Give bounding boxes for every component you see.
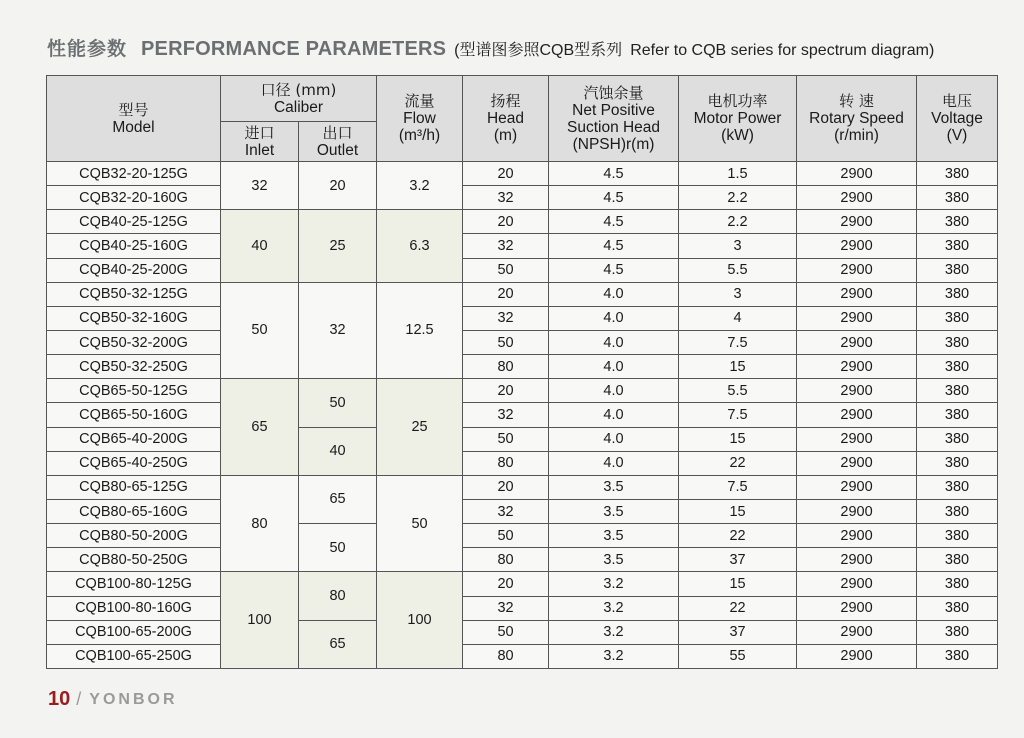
header-power-cn: 电机功率 bbox=[707, 92, 768, 110]
page-number: 10 bbox=[48, 688, 71, 710]
cell-head: 80 bbox=[463, 451, 549, 475]
cell-power: 22 bbox=[679, 524, 797, 548]
table-row bbox=[47, 403, 998, 427]
cell-outlet: 40 bbox=[299, 427, 377, 475]
cell-model: CQB80-65-125G bbox=[47, 475, 221, 499]
header-speed-cn: 转 速 bbox=[839, 92, 874, 110]
cell-model: CQB50-32-250G bbox=[47, 355, 221, 379]
header-caliber bbox=[221, 76, 377, 122]
cell-outlet: 80 bbox=[299, 572, 377, 620]
cell-model: CQB40-25-160G bbox=[47, 234, 221, 258]
cell-voltage: 380 bbox=[917, 210, 998, 234]
cell-npsh: 4.0 bbox=[549, 379, 679, 403]
cell-npsh: 4.0 bbox=[549, 355, 679, 379]
cell-power: 37 bbox=[679, 620, 797, 644]
header-inlet-cn: 进口 bbox=[244, 123, 275, 142]
cell-flow: 3.2 bbox=[377, 162, 463, 210]
cell-model: CQB32-20-160G bbox=[47, 186, 221, 210]
brand-logo: YONBOR bbox=[89, 690, 178, 708]
header-voltage-en: Voltage bbox=[931, 110, 983, 127]
cell-model: CQB65-40-250G bbox=[47, 451, 221, 475]
table-row bbox=[47, 548, 998, 572]
header-flow-en: Flow bbox=[403, 110, 436, 127]
cell-model: CQB100-65-250G bbox=[47, 644, 221, 668]
table-row bbox=[47, 524, 998, 548]
cell-speed: 2900 bbox=[797, 355, 917, 379]
cell-speed: 2900 bbox=[797, 524, 917, 548]
cell-head: 50 bbox=[463, 258, 549, 282]
cell-model: CQB80-50-200G bbox=[47, 524, 221, 548]
cell-voltage: 380 bbox=[917, 403, 998, 427]
cell-speed: 2900 bbox=[797, 427, 917, 451]
table-row bbox=[47, 306, 998, 330]
cell-npsh: 3.2 bbox=[549, 596, 679, 620]
cell-outlet: 32 bbox=[299, 282, 377, 379]
cell-npsh: 4.0 bbox=[549, 282, 679, 306]
table-body bbox=[47, 162, 998, 669]
cell-head: 20 bbox=[463, 379, 549, 403]
cell-head: 32 bbox=[463, 403, 549, 427]
cell-power: 3 bbox=[679, 282, 797, 306]
cell-outlet: 20 bbox=[299, 162, 377, 210]
cell-npsh: 4.5 bbox=[549, 162, 679, 186]
cell-head: 50 bbox=[463, 330, 549, 354]
cell-voltage: 380 bbox=[917, 234, 998, 258]
cell-power: 15 bbox=[679, 499, 797, 523]
table-row bbox=[47, 572, 998, 596]
cell-speed: 2900 bbox=[797, 234, 917, 258]
cell-voltage: 380 bbox=[917, 620, 998, 644]
cell-head: 32 bbox=[463, 186, 549, 210]
header-head bbox=[463, 76, 549, 162]
cell-model: CQB100-80-160G bbox=[47, 596, 221, 620]
table-row bbox=[47, 162, 998, 186]
table-row bbox=[47, 234, 998, 258]
cell-power: 3 bbox=[679, 234, 797, 258]
header-flow-unit: (m³/h) bbox=[398, 127, 441, 144]
cell-voltage: 380 bbox=[917, 451, 998, 475]
table-row bbox=[47, 355, 998, 379]
cell-voltage: 380 bbox=[917, 379, 998, 403]
header-model bbox=[47, 76, 221, 162]
cell-npsh: 4.0 bbox=[549, 306, 679, 330]
table-row bbox=[47, 379, 998, 403]
header-flow bbox=[377, 76, 463, 162]
cell-flow: 50 bbox=[377, 475, 463, 572]
cell-voltage: 380 bbox=[917, 524, 998, 548]
table-row bbox=[47, 451, 998, 475]
cell-voltage: 380 bbox=[917, 306, 998, 330]
cell-voltage: 380 bbox=[917, 330, 998, 354]
table-row bbox=[47, 330, 998, 354]
table-row bbox=[47, 210, 998, 234]
cell-head: 32 bbox=[463, 234, 549, 258]
cell-model: CQB80-65-160G bbox=[47, 499, 221, 523]
cell-flow: 6.3 bbox=[377, 210, 463, 282]
cell-speed: 2900 bbox=[797, 620, 917, 644]
cell-speed: 2900 bbox=[797, 330, 917, 354]
table-row bbox=[47, 644, 998, 668]
cell-head: 32 bbox=[463, 306, 549, 330]
cell-voltage: 380 bbox=[917, 644, 998, 668]
header-model-en: Model bbox=[112, 118, 155, 136]
cell-power: 15 bbox=[679, 355, 797, 379]
cell-speed: 2900 bbox=[797, 210, 917, 234]
cell-voltage: 380 bbox=[917, 572, 998, 596]
header-caliber-cn: 口径 (mm) bbox=[260, 80, 337, 99]
header-power-en: Motor Power bbox=[693, 110, 782, 127]
cell-model: CQB100-65-200G bbox=[47, 620, 221, 644]
cell-npsh: 3.5 bbox=[549, 499, 679, 523]
cell-model: CQB32-20-125G bbox=[47, 162, 221, 186]
cell-npsh: 4.5 bbox=[549, 186, 679, 210]
cell-speed: 2900 bbox=[797, 644, 917, 668]
cell-npsh: 4.0 bbox=[549, 403, 679, 427]
cell-voltage: 380 bbox=[917, 186, 998, 210]
cell-power: 2.2 bbox=[679, 186, 797, 210]
header-inlet-en: Inlet bbox=[244, 141, 275, 159]
header-outlet-en: Outlet bbox=[316, 141, 359, 159]
cell-npsh: 4.0 bbox=[549, 427, 679, 451]
cell-head: 50 bbox=[463, 524, 549, 548]
cell-head: 50 bbox=[463, 427, 549, 451]
cell-inlet: 65 bbox=[221, 379, 299, 476]
cell-flow: 100 bbox=[377, 572, 463, 669]
table-row bbox=[47, 186, 998, 210]
cell-speed: 2900 bbox=[797, 306, 917, 330]
cell-head: 32 bbox=[463, 596, 549, 620]
table-row bbox=[47, 282, 998, 306]
cell-power: 22 bbox=[679, 596, 797, 620]
cell-model: CQB50-32-200G bbox=[47, 330, 221, 354]
cell-speed: 2900 bbox=[797, 282, 917, 306]
cell-speed: 2900 bbox=[797, 548, 917, 572]
cell-outlet: 50 bbox=[299, 524, 377, 572]
cell-voltage: 380 bbox=[917, 427, 998, 451]
title-note-english: Refer to CQB series for spectrum diagram) bbox=[630, 42, 935, 59]
cell-power: 4 bbox=[679, 306, 797, 330]
cell-voltage: 380 bbox=[917, 258, 998, 282]
cell-speed: 2900 bbox=[797, 499, 917, 523]
cell-npsh: 3.5 bbox=[549, 524, 679, 548]
cell-speed: 2900 bbox=[797, 258, 917, 282]
cell-model: CQB50-32-160G bbox=[47, 306, 221, 330]
table-row bbox=[47, 427, 998, 451]
cell-voltage: 380 bbox=[917, 499, 998, 523]
cell-flow: 12.5 bbox=[377, 282, 463, 379]
cell-npsh: 4.0 bbox=[549, 451, 679, 475]
header-voltage-cn: 电压 bbox=[942, 92, 973, 110]
performance-table bbox=[46, 75, 998, 669]
cell-npsh: 3.5 bbox=[549, 475, 679, 499]
header-voltage-unit: (V) bbox=[946, 127, 968, 144]
cell-head: 20 bbox=[463, 210, 549, 234]
cell-voltage: 380 bbox=[917, 355, 998, 379]
cell-npsh: 4.5 bbox=[549, 234, 679, 258]
cell-npsh: 3.2 bbox=[549, 572, 679, 596]
cell-model: CQB80-50-250G bbox=[47, 548, 221, 572]
cell-head: 80 bbox=[463, 644, 549, 668]
table-row bbox=[47, 596, 998, 620]
title-note-chinese: (型谱图参照CQB型系列 bbox=[454, 42, 623, 59]
cell-power: 7.5 bbox=[679, 475, 797, 499]
cell-model: CQB40-25-200G bbox=[47, 258, 221, 282]
cell-power: 7.5 bbox=[679, 403, 797, 427]
cell-power: 55 bbox=[679, 644, 797, 668]
header-power-unit: (kW) bbox=[721, 127, 754, 144]
cell-flow: 25 bbox=[377, 379, 463, 476]
cell-voltage: 380 bbox=[917, 162, 998, 186]
header-outlet-cn: 出口 bbox=[322, 123, 353, 142]
header-head-unit: (m) bbox=[493, 127, 518, 144]
table-row bbox=[47, 620, 998, 644]
header-power bbox=[679, 76, 797, 162]
header-flow-cn: 流量 bbox=[404, 92, 435, 110]
cell-model: CQB65-50-125G bbox=[47, 379, 221, 403]
cell-voltage: 380 bbox=[917, 282, 998, 306]
header-speed-en: Rotary Speed bbox=[809, 110, 904, 127]
cell-voltage: 380 bbox=[917, 548, 998, 572]
header-head-cn: 扬程 bbox=[490, 92, 521, 110]
cell-inlet: 80 bbox=[221, 475, 299, 572]
table-row bbox=[47, 258, 998, 282]
cell-model: CQB65-50-160G bbox=[47, 403, 221, 427]
cell-speed: 2900 bbox=[797, 572, 917, 596]
header-speed-unit: (r/min) bbox=[834, 127, 879, 144]
cell-outlet: 50 bbox=[299, 379, 377, 427]
cell-speed: 2900 bbox=[797, 162, 917, 186]
cell-head: 20 bbox=[463, 572, 549, 596]
cell-head: 20 bbox=[463, 162, 549, 186]
cell-head: 20 bbox=[463, 282, 549, 306]
cell-npsh: 4.5 bbox=[549, 210, 679, 234]
cell-model: CQB65-40-200G bbox=[47, 427, 221, 451]
cell-speed: 2900 bbox=[797, 596, 917, 620]
cell-power: 15 bbox=[679, 572, 797, 596]
cell-head: 80 bbox=[463, 548, 549, 572]
header-head-en: Head bbox=[486, 110, 525, 127]
cell-speed: 2900 bbox=[797, 475, 917, 499]
title-english: PERFORMANCE PARAMETERS bbox=[141, 38, 447, 60]
cell-power: 1.5 bbox=[679, 162, 797, 186]
cell-head: 80 bbox=[463, 355, 549, 379]
cell-npsh: 4.0 bbox=[549, 330, 679, 354]
footer-separator: / bbox=[76, 689, 82, 709]
cell-power: 15 bbox=[679, 427, 797, 451]
cell-power: 5.5 bbox=[679, 379, 797, 403]
header-npsh-cn: 汽蚀余量 bbox=[583, 83, 644, 102]
cell-power: 2.2 bbox=[679, 210, 797, 234]
cell-speed: 2900 bbox=[797, 451, 917, 475]
header-outlet bbox=[299, 122, 377, 162]
header-inlet bbox=[221, 122, 299, 162]
title-chinese: 性能参数 bbox=[47, 38, 128, 60]
header-npsh bbox=[549, 76, 679, 162]
cell-head: 32 bbox=[463, 499, 549, 523]
cell-model: CQB40-25-125G bbox=[47, 210, 221, 234]
cell-outlet: 65 bbox=[299, 620, 377, 668]
cell-speed: 2900 bbox=[797, 403, 917, 427]
cell-head: 20 bbox=[463, 475, 549, 499]
header-caliber-en: Caliber bbox=[273, 98, 324, 116]
cell-outlet: 25 bbox=[299, 210, 377, 282]
header-npsh-en2: Suction Head bbox=[566, 118, 661, 136]
cell-npsh: 3.5 bbox=[549, 548, 679, 572]
cell-model: CQB50-32-125G bbox=[47, 282, 221, 306]
cell-npsh: 4.5 bbox=[549, 258, 679, 282]
cell-voltage: 380 bbox=[917, 475, 998, 499]
cell-voltage: 380 bbox=[917, 596, 998, 620]
cell-outlet: 65 bbox=[299, 475, 377, 523]
page-footer bbox=[48, 688, 178, 711]
header-voltage bbox=[917, 76, 998, 162]
cell-inlet: 32 bbox=[221, 162, 299, 210]
table-row bbox=[47, 499, 998, 523]
cell-power: 22 bbox=[679, 451, 797, 475]
table-row bbox=[47, 475, 998, 499]
cell-power: 37 bbox=[679, 548, 797, 572]
page-header bbox=[47, 34, 934, 61]
cell-inlet: 100 bbox=[221, 572, 299, 669]
cell-npsh: 3.2 bbox=[549, 620, 679, 644]
cell-npsh: 3.2 bbox=[549, 644, 679, 668]
cell-model: CQB100-80-125G bbox=[47, 572, 221, 596]
header-model-cn: 型号 bbox=[118, 100, 149, 119]
header-speed bbox=[797, 76, 917, 162]
cell-speed: 2900 bbox=[797, 186, 917, 210]
header-npsh-unit: (NPSH)r(m) bbox=[572, 135, 655, 153]
cell-inlet: 40 bbox=[221, 210, 299, 282]
cell-speed: 2900 bbox=[797, 379, 917, 403]
cell-inlet: 50 bbox=[221, 282, 299, 379]
cell-head: 50 bbox=[463, 620, 549, 644]
cell-power: 7.5 bbox=[679, 330, 797, 354]
header-npsh-en1: Net Positive bbox=[572, 101, 655, 119]
cell-power: 5.5 bbox=[679, 258, 797, 282]
